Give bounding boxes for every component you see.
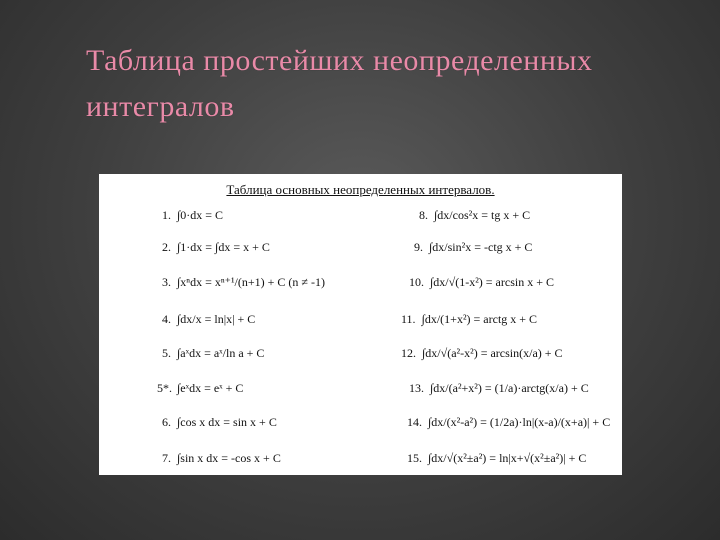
formula-expression: ∫cos x dx = sin x + C (177, 415, 277, 429)
formula-number: 9. (414, 240, 423, 254)
formula-8 (419, 208, 530, 223)
slide-title: Таблица простейших неопределенных интегралов (86, 44, 593, 123)
formula-number: 15. (407, 451, 422, 465)
formula-number: 11. (401, 312, 416, 326)
formula-expression: ∫1·dx = ∫dx = x + C (177, 240, 270, 254)
formula-number: 2. (162, 240, 171, 254)
formula-expression: ∫dx/√(a²-x²) = arcsin(x/a) + C (422, 346, 563, 360)
formula-number: 1. (162, 208, 171, 222)
table-heading: Таблица основных неопределенных интервалов. (226, 182, 495, 197)
formula-10 (409, 275, 554, 290)
formula-expression: ∫dx/√(x²±a²) = ln|x+√(x²±a²)| + C (428, 451, 587, 465)
formula-expression: ∫dx/cos²x = tg x + C (434, 208, 531, 222)
formula-3 (157, 275, 325, 290)
formula-number: 10. (409, 275, 424, 289)
formula-12 (401, 346, 563, 361)
formula-number: 14. (407, 415, 422, 429)
formula-11 (401, 312, 537, 327)
formula-5 (157, 346, 264, 361)
formula-expression: ∫xⁿdx = xⁿ⁺¹/(n+1) + C (n ≠ -1) (177, 275, 325, 289)
formula-number: 6. (162, 415, 171, 429)
formula-expression: ∫dx/sin²x = -ctg x + C (429, 240, 533, 254)
formula-14 (407, 415, 610, 430)
formula-6 (157, 415, 277, 430)
formula-number: 12. (401, 346, 416, 360)
formula-number: 5. (162, 346, 171, 360)
formula-expression: ∫dx/(1+x²) = arctg x + C (421, 312, 538, 326)
formula-7 (157, 451, 281, 466)
formula-number: 13. (409, 381, 424, 395)
formula-number: 7. (162, 451, 171, 465)
formula-5-star (157, 381, 243, 396)
formula-13 (409, 381, 589, 396)
formula-expression: ∫dx/(a²+x²) = (1/a)·arctg(x/a) + C (430, 381, 589, 395)
formula-expression: ∫dx/(x²-a²) = (1/2a)·ln|(x-a)/(x+a)| + C (428, 415, 611, 429)
formula-2 (157, 240, 270, 255)
formula-number: 4. (162, 312, 171, 326)
formula-4 (157, 312, 255, 327)
formula-expression: ∫eˣdx = eˣ + C (177, 381, 244, 395)
formula-1 (157, 208, 223, 223)
formula-number: 5*. (157, 381, 172, 395)
formula-expression: ∫dx/x = ln|x| + C (177, 312, 256, 326)
formula-number: 3. (162, 275, 171, 289)
formula-15 (407, 451, 586, 466)
formula-expression: ∫aˣdx = aˣ/ln a + C (177, 346, 265, 360)
formula-expression: ∫sin x dx = -cos x + C (177, 451, 281, 465)
formula-expression: ∫dx/√(1-x²) = arcsin x + C (430, 275, 554, 289)
formula-9 (414, 240, 532, 255)
integral-table-image (99, 174, 622, 475)
formula-number: 8. (419, 208, 428, 222)
formula-expression: ∫0·dx = C (177, 208, 224, 222)
